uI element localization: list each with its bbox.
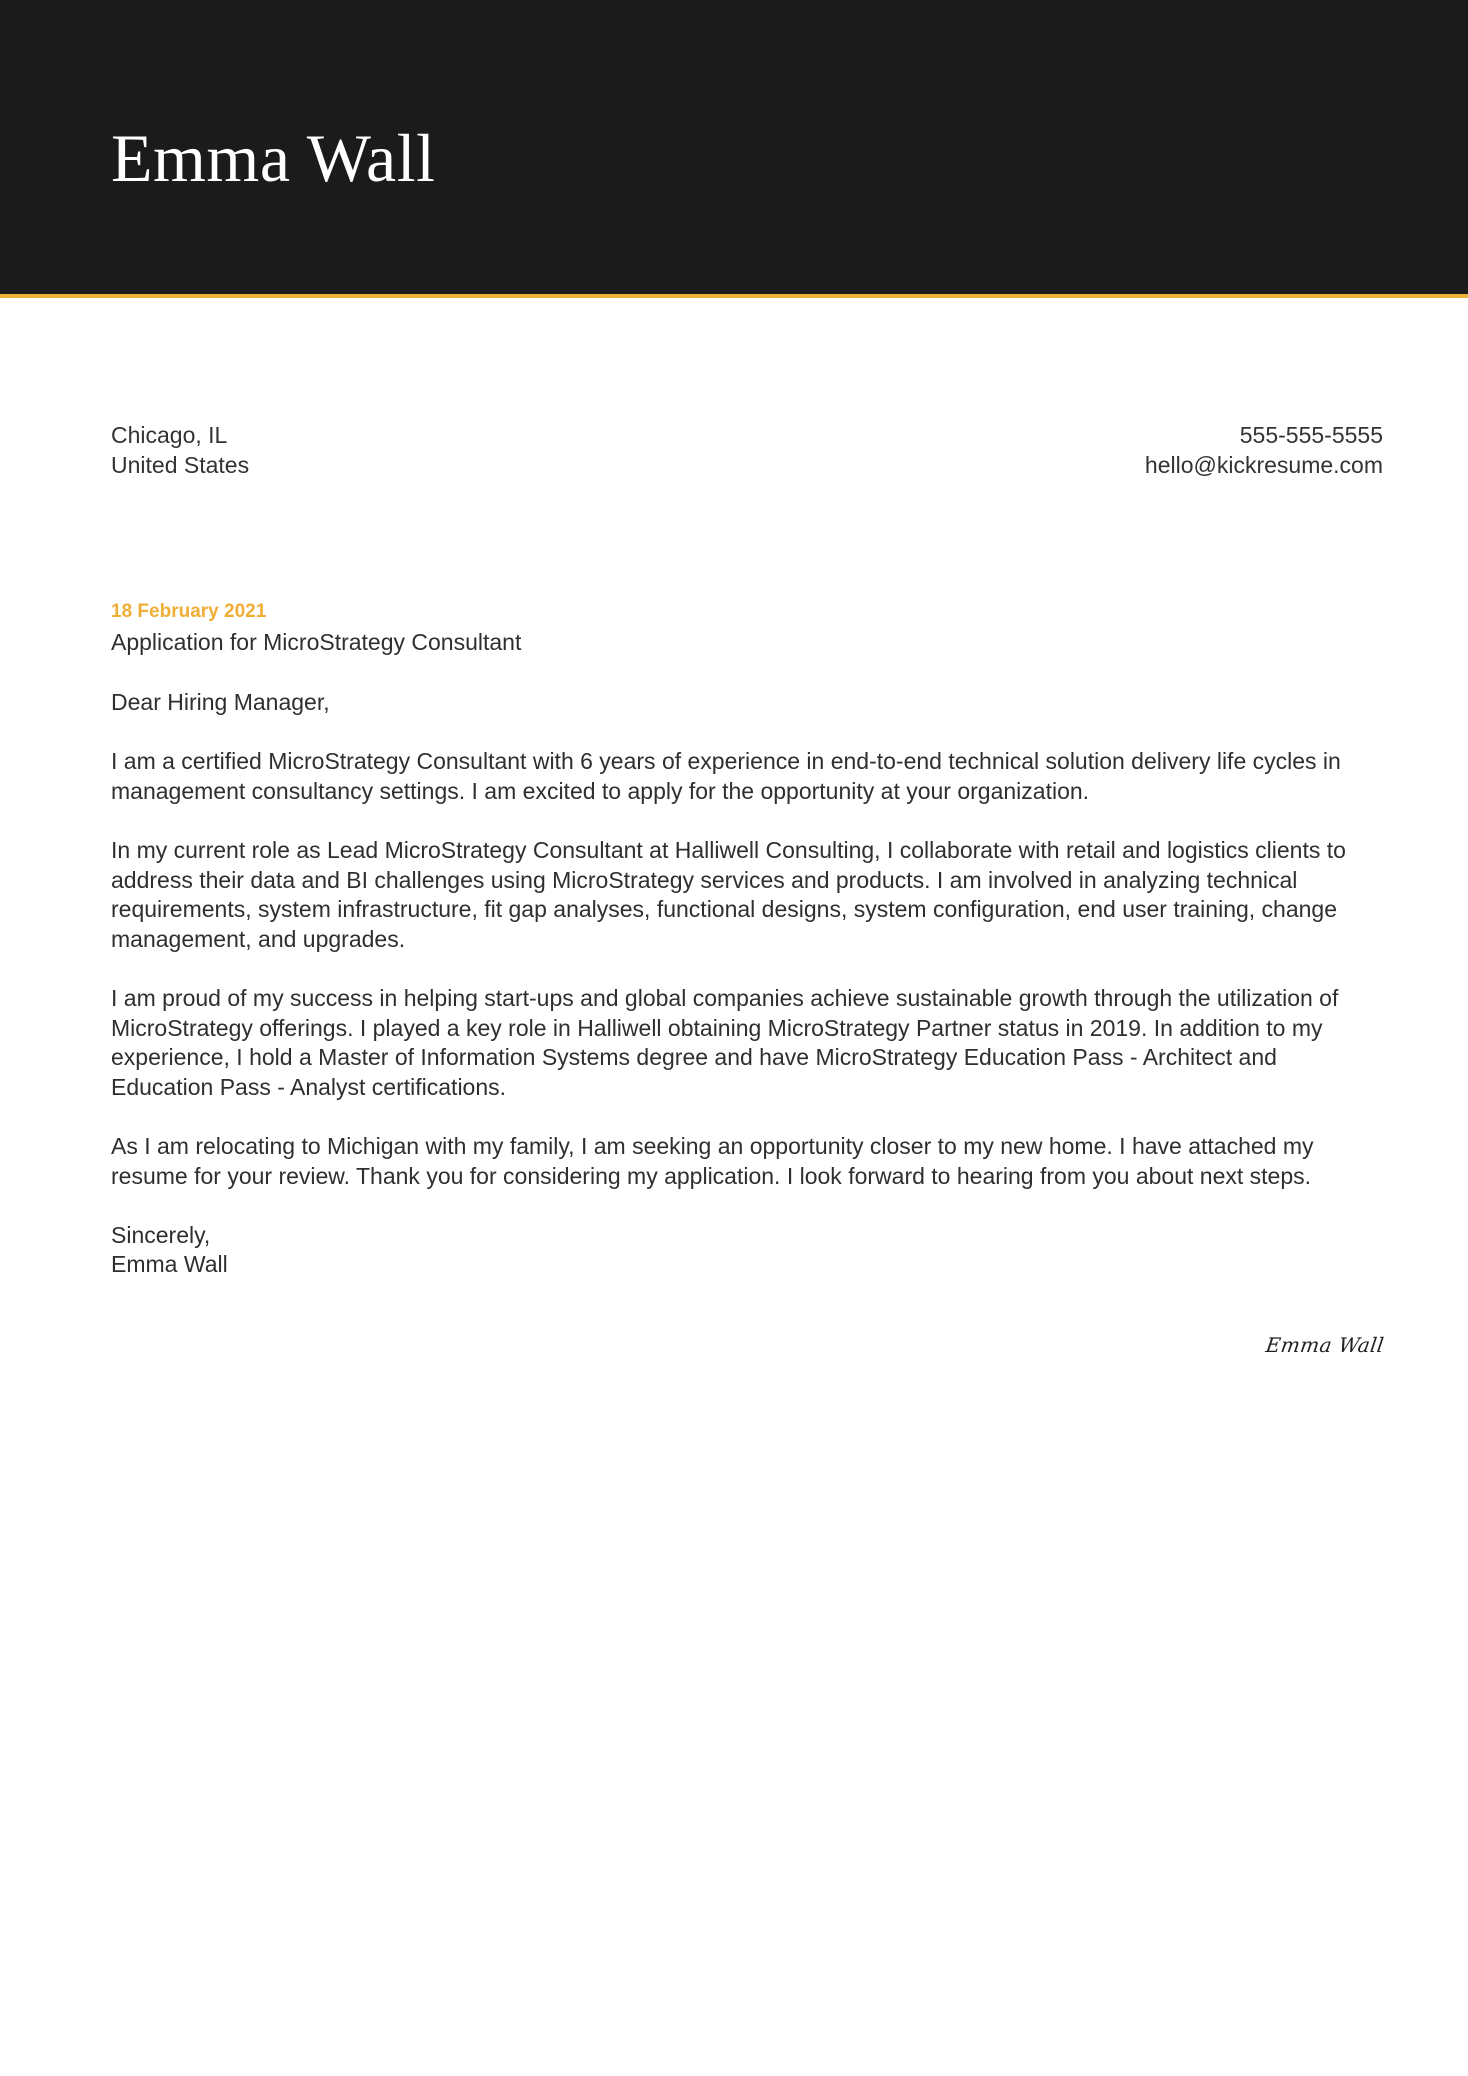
letter-greeting: Dear Hiring Manager,	[111, 688, 330, 715]
handwritten-signature: Emma Wall	[1264, 1333, 1386, 1357]
closing-text: Sincerely,	[111, 1221, 211, 1248]
letter-paragraph-4: As I am relocating to Michigan with my family, I am seeking an opportunity closer to my new home. I have attached my resume for your review. Thank you for considering my application. I look forward to hearing from you about next steps.	[111, 1132, 1314, 1189]
applicant-name: Emma Wall	[111, 120, 436, 196]
city-text: Chicago, IL	[111, 422, 228, 448]
letter-paragraph-3: I am proud of my success in helping start-ups and global companies achieve sustainable growth through the utilization of MicroStrategy offerings. I played a key role in Halliwell obtaining MicroStrategy Partner status in 2019. In addition to my experience, I hold a Master of Information Systems degree and have MicroStrategy Education Pass - Architect and Education Pass - Analyst certifications.	[111, 984, 1339, 1100]
letter-header	[0, 0, 1468, 298]
letter-date: 18 February 2021	[111, 601, 267, 622]
letter-signoff	[111, 1221, 1383, 1280]
location-block	[111, 420, 249, 480]
country-text: United States	[111, 452, 250, 478]
letter-body	[111, 600, 1383, 1280]
contact-block	[1145, 420, 1383, 480]
letter-paragraph-1: I am a certified MicroStrategy Consultant with 6 years of experience in end-to-end technical solution delivery life cycles in management consultancy settings. I am excited to apply for the opportunity at your organization.	[111, 748, 1341, 804]
letter-paragraph-2: In my current role as Lead MicroStrategy Consultant at Halliwell Consulting, I collaborate with retail and logistics clients to address their data and BI challenges using MicroStrategy services and products. I am involved in analyzing technical requirements, system infrastructure, fit gap analyses, functional designs, system configuration, end user training, change management, and upgrades.	[111, 836, 1346, 952]
closing-name: Emma Wall	[111, 1251, 228, 1278]
email-text: hello@kickresume.com	[1144, 452, 1383, 478]
phone-text: 555-555-5555	[1239, 422, 1383, 448]
letter-subject: Application for MicroStrategy Consultant	[111, 629, 522, 655]
